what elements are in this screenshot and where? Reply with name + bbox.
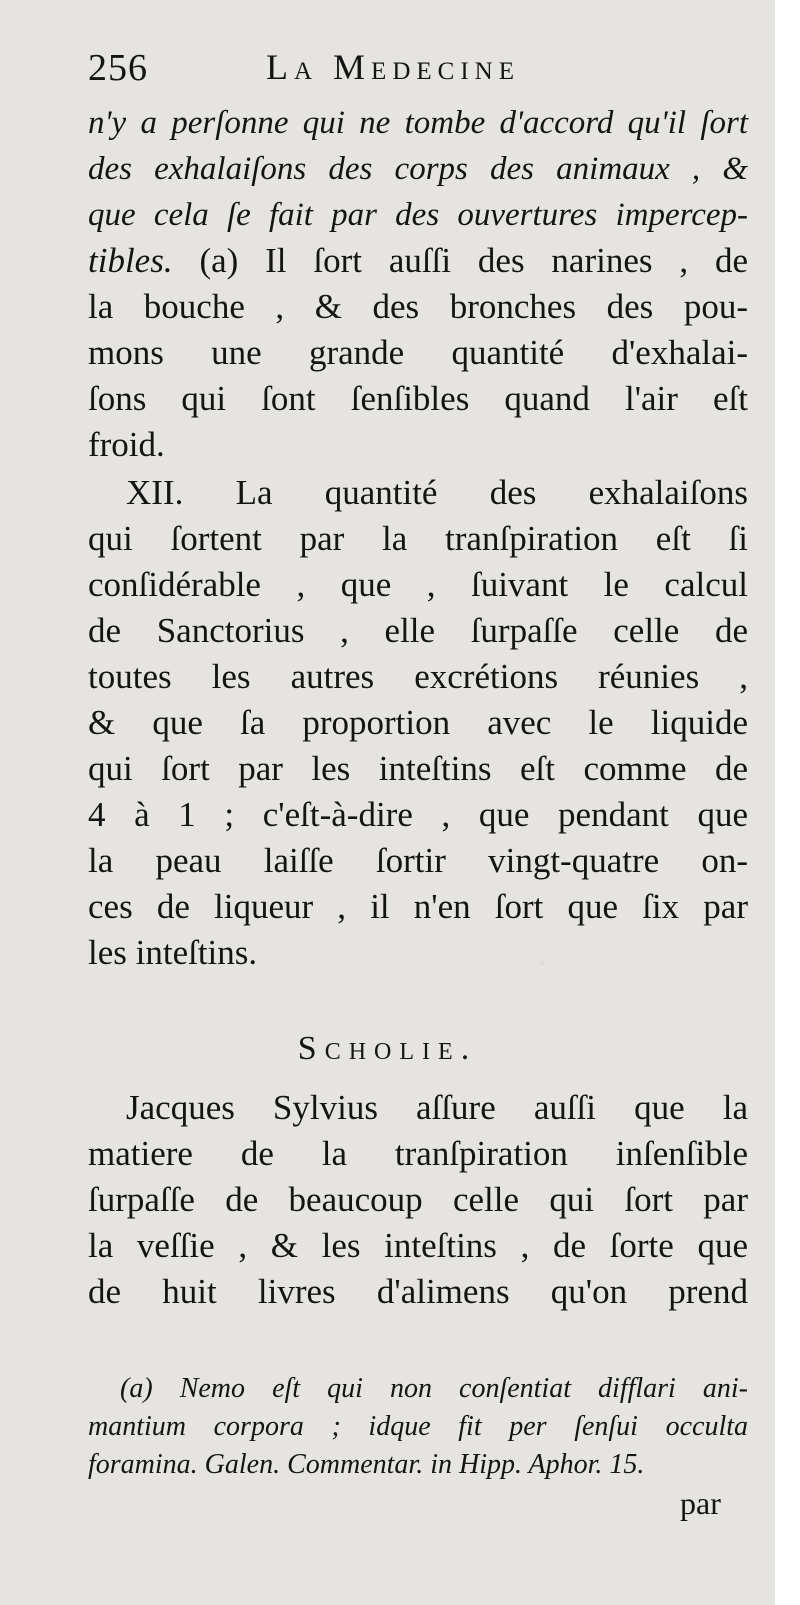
text-line: conſidérable , que , ſuivant le calcul [88, 565, 748, 604]
catchword: par [680, 1485, 721, 1521]
text-line: ſons qui ſont ſenſibles quand l'air eſt [88, 379, 748, 418]
text-line: de Sanctorius , elle ſurpaſſe celle de [88, 611, 748, 650]
text-line: froid. [88, 425, 165, 464]
section-heading: Scholie. [297, 1030, 478, 1067]
text-line: la bouche , & des bronches des pou- [88, 287, 748, 326]
header-title: La Medecine [266, 47, 520, 87]
text-line: la veſſie , & les inteſtins , de ſorte que [88, 1226, 748, 1265]
text-line: XII. La quantité des exhalaiſons [126, 473, 748, 512]
text-line: la peau laiſſe ſortir vingt-quatre on- [88, 841, 748, 880]
text-line: n'y a perſonne qui ne tombe d'accord qu'il ſort [88, 105, 748, 141]
text-line: Jacques Sylvius aſſure auſſi que la [126, 1088, 748, 1127]
text-fragment: (a) Il ſort auſſi des narines , de [199, 241, 748, 280]
footnote-line: (a) Nemo eſt qui non conſentiat difflari ani- [120, 1373, 748, 1404]
text-line: ſurpaſſe de beaucoup celle qui ſort par [88, 1180, 748, 1219]
text-line: & que ſa proportion avec le liquide [88, 703, 748, 742]
running-head [88, 40, 748, 90]
text-line: que cela ſe fait par des ouvertures impercep- [88, 197, 748, 233]
text-line: qui ſort par les inteſtins eſt comme de [88, 749, 748, 788]
text-line: qui ſortent par la tranſpiration eſt ſi [88, 519, 748, 558]
text-line: matiere de la tranſpiration inſenſible [88, 1134, 748, 1173]
text-line: les inteſtins. [88, 933, 258, 972]
intro-italic-text [88, 100, 748, 238]
footnote [88, 1370, 748, 1484]
text-line: ces de liqueur , il n'en ſort que ſix par [88, 887, 748, 926]
text-line: 4 à 1 ; c'eſt-à-dire , que pendant que [88, 795, 748, 834]
footnote-line: foramina. Galen. Commentar. in Hipp. Aphor. 15. [88, 1449, 645, 1480]
page-number: 256 [88, 47, 148, 89]
text-line: des exhalaiſons des corps des animaux , & [88, 151, 748, 187]
paragraph-exhalations [88, 238, 748, 468]
text-line: toutes les autres excrétions réunies , [88, 657, 748, 696]
text-line [88, 238, 748, 284]
footnote-line: mantium corpora ; idque fit per ſenſui occulta [88, 1411, 748, 1442]
italic-word: tibles. [88, 241, 173, 280]
text-line: mons une grande quantité d'exhalai- [88, 333, 748, 372]
paragraph-xii [88, 470, 748, 976]
paragraph-scholie [88, 1085, 748, 1315]
page-edge [775, 0, 800, 1605]
text-line: de huit livres d'alimens qu'on prend [88, 1272, 748, 1311]
